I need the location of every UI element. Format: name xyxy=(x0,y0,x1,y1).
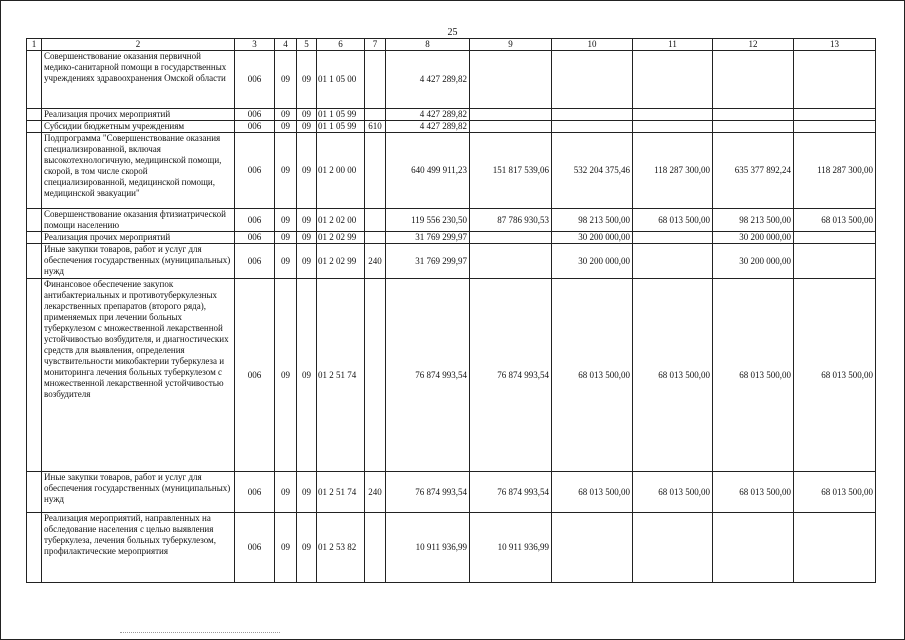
budget-table xyxy=(26,38,876,583)
table-row xyxy=(27,51,876,109)
amount-col11-cell xyxy=(633,51,713,109)
col-header: 13 xyxy=(794,39,876,51)
section-code-cell: 09 xyxy=(275,513,297,583)
table-row xyxy=(27,472,876,513)
amount-col10-cell: 30 200 000,00 xyxy=(552,232,633,244)
table-row xyxy=(27,109,876,121)
amount-col11-cell: 68 013 500,00 xyxy=(633,279,713,472)
admin-code-cell: 006 xyxy=(235,109,275,121)
subsection-code-cell: 09 xyxy=(297,109,317,121)
col-header: 5 xyxy=(297,39,317,51)
expense-type-cell: 610 xyxy=(365,121,386,133)
amount-col13-cell: 118 287 300,00 xyxy=(794,133,876,209)
col-header: 1 xyxy=(27,39,42,51)
amount-col8-cell: 4 427 289,82 xyxy=(386,109,470,121)
amount-col13-cell xyxy=(794,109,876,121)
admin-code-cell: 006 xyxy=(235,133,275,209)
amount-col9-cell: 151 817 539,06 xyxy=(470,133,552,209)
amount-col10-cell: 68 013 500,00 xyxy=(552,279,633,472)
amount-col10-cell xyxy=(552,109,633,121)
amount-col10-cell: 30 200 000,00 xyxy=(552,244,633,279)
amount-col11-cell: 118 287 300,00 xyxy=(633,133,713,209)
expense-type-cell xyxy=(365,109,386,121)
table-row xyxy=(27,209,876,232)
header-row xyxy=(27,39,876,51)
col-header: 6 xyxy=(317,39,365,51)
amount-col9-cell xyxy=(470,109,552,121)
row-index-cell xyxy=(27,472,42,513)
section-code-cell: 09 xyxy=(275,232,297,244)
amount-col9-cell xyxy=(470,232,552,244)
subsection-code-cell: 09 xyxy=(297,472,317,513)
amount-col8-cell: 4 427 289,82 xyxy=(386,51,470,109)
table-row xyxy=(27,513,876,583)
target-item-cell: 01 2 02 00 xyxy=(317,209,365,232)
amount-col12-cell: 98 213 500,00 xyxy=(713,209,794,232)
subsection-code-cell: 09 xyxy=(297,133,317,209)
amount-col8-cell: 76 874 993,54 xyxy=(386,279,470,472)
table-row xyxy=(27,279,876,472)
row-name-cell: Субсидии бюджетным учреждениям xyxy=(42,121,235,133)
target-item-cell: 01 1 05 00 xyxy=(317,51,365,109)
section-code-cell: 09 xyxy=(275,279,297,472)
expense-type-cell xyxy=(365,209,386,232)
amount-col12-cell xyxy=(713,51,794,109)
amount-col8-cell: 640 499 911,23 xyxy=(386,133,470,209)
amount-col8-cell: 10 911 936,99 xyxy=(386,513,470,583)
amount-col9-cell: 10 911 936,99 xyxy=(470,513,552,583)
row-name-cell: Совершенствование оказания первичной медико-санитарной помощи в государственных учреждениях здравоохранения Омской области xyxy=(42,51,235,109)
section-code-cell: 09 xyxy=(275,109,297,121)
target-item-cell: 01 2 53 82 xyxy=(317,513,365,583)
row-index-cell xyxy=(27,109,42,121)
admin-code-cell: 006 xyxy=(235,51,275,109)
col-header: 9 xyxy=(470,39,552,51)
row-index-cell xyxy=(27,513,42,583)
amount-col9-cell: 76 874 993,54 xyxy=(470,472,552,513)
target-item-cell: 01 1 05 99 xyxy=(317,109,365,121)
expense-type-cell xyxy=(365,51,386,109)
section-code-cell: 09 xyxy=(275,133,297,209)
admin-code-cell: 006 xyxy=(235,232,275,244)
page-number: 25 xyxy=(447,27,458,38)
subsection-code-cell: 09 xyxy=(297,121,317,133)
col-header: 7 xyxy=(365,39,386,51)
row-name-cell: Иные закупки товаров, работ и услуг для обеспечения государственных (муниципальных) нужд xyxy=(42,244,235,279)
admin-code-cell: 006 xyxy=(235,513,275,583)
amount-col12-cell xyxy=(713,109,794,121)
amount-col10-cell xyxy=(552,121,633,133)
row-name-cell: Реализация прочих мероприятий xyxy=(42,109,235,121)
amount-col9-cell xyxy=(470,51,552,109)
col-header: 4 xyxy=(275,39,297,51)
admin-code-cell: 006 xyxy=(235,472,275,513)
bottom-marks xyxy=(120,632,280,633)
row-name-cell: Реализация прочих мероприятий xyxy=(42,232,235,244)
amount-col11-cell xyxy=(633,244,713,279)
amount-col12-cell xyxy=(713,513,794,583)
amount-col12-cell: 30 200 000,00 xyxy=(713,232,794,244)
admin-code-cell: 006 xyxy=(235,244,275,279)
row-index-cell xyxy=(27,51,42,109)
col-header: 12 xyxy=(713,39,794,51)
amount-col9-cell: 87 786 930,53 xyxy=(470,209,552,232)
row-name-cell: Иные закупки товаров, работ и услуг для обеспечения государственных (муниципальных) нужд xyxy=(42,472,235,513)
amount-col10-cell xyxy=(552,51,633,109)
admin-code-cell: 006 xyxy=(235,209,275,232)
expense-type-cell xyxy=(365,279,386,472)
subsection-code-cell: 09 xyxy=(297,232,317,244)
amount-col12-cell: 68 013 500,00 xyxy=(713,472,794,513)
section-code-cell: 09 xyxy=(275,51,297,109)
expense-type-cell: 240 xyxy=(365,472,386,513)
amount-col12-cell: 68 013 500,00 xyxy=(713,279,794,472)
amount-col8-cell: 4 427 289,82 xyxy=(386,121,470,133)
target-item-cell: 01 2 02 99 xyxy=(317,244,365,279)
amount-col9-cell xyxy=(470,121,552,133)
amount-col13-cell xyxy=(794,51,876,109)
amount-col13-cell xyxy=(794,121,876,133)
amount-col10-cell: 98 213 500,00 xyxy=(552,209,633,232)
amount-col11-cell xyxy=(633,513,713,583)
admin-code-cell: 006 xyxy=(235,279,275,472)
row-index-cell xyxy=(27,209,42,232)
target-item-cell: 01 1 05 99 xyxy=(317,121,365,133)
amount-col10-cell xyxy=(552,513,633,583)
row-index-cell xyxy=(27,232,42,244)
row-name-cell: Финансовое обеспечение закупок антибактериальных и противотуберкулезных лекарственных препаратов (второго ряда), применяемых при лечении больных туберкулезом с множественной лекарственной устойчивостью возбудителя, и диагностических средств для выявления, определения чувствительности микобактерии туберкулеза и мониторинга лечения больных туберкулезом с множественной лекарственной устойчивостью возбудителя xyxy=(42,279,235,472)
col-header: 3 xyxy=(235,39,275,51)
expense-type-cell xyxy=(365,513,386,583)
table-row xyxy=(27,232,876,244)
amount-col12-cell xyxy=(713,121,794,133)
amount-col8-cell: 119 556 230,50 xyxy=(386,209,470,232)
amount-col11-cell xyxy=(633,232,713,244)
row-index-cell xyxy=(27,244,42,279)
table-row xyxy=(27,121,876,133)
amount-col12-cell: 30 200 000,00 xyxy=(713,244,794,279)
amount-col11-cell xyxy=(633,109,713,121)
amount-col8-cell: 31 769 299,97 xyxy=(386,244,470,279)
amount-col9-cell: 76 874 993,54 xyxy=(470,279,552,472)
amount-col13-cell xyxy=(794,513,876,583)
row-name-cell: Совершенствование оказания фтизиатрической помощи населению xyxy=(42,209,235,232)
amount-col13-cell: 68 013 500,00 xyxy=(794,209,876,232)
target-item-cell: 01 2 51 74 xyxy=(317,472,365,513)
amount-col13-cell: 68 013 500,00 xyxy=(794,472,876,513)
row-index-cell xyxy=(27,121,42,133)
subsection-code-cell: 09 xyxy=(297,51,317,109)
section-code-cell: 09 xyxy=(275,121,297,133)
amount-col12-cell: 635 377 892,24 xyxy=(713,133,794,209)
amount-col10-cell: 68 013 500,00 xyxy=(552,472,633,513)
amount-col11-cell: 68 013 500,00 xyxy=(633,209,713,232)
amount-col11-cell: 68 013 500,00 xyxy=(633,472,713,513)
expense-type-cell xyxy=(365,133,386,209)
subsection-code-cell: 09 xyxy=(297,279,317,472)
row-name-cell: Реализация мероприятий, направленных на обследование населения с целью выявления туберкулеза, лечения больных туберкулезом, профилактические мероприятия xyxy=(42,513,235,583)
amount-col13-cell xyxy=(794,232,876,244)
col-header: 8 xyxy=(386,39,470,51)
row-index-cell xyxy=(27,279,42,472)
col-header: 10 xyxy=(552,39,633,51)
row-name-cell: Подпрограмма "Совершенствование оказания специализированной, включая высокотехнологичную, медицинской помощи, скорой, в том числе скорой специализированной, медицинской помощи, медицинской эвакуации" xyxy=(42,133,235,209)
section-code-cell: 09 xyxy=(275,209,297,232)
col-header: 11 xyxy=(633,39,713,51)
amount-col8-cell: 76 874 993,54 xyxy=(386,472,470,513)
subsection-code-cell: 09 xyxy=(297,513,317,583)
expense-type-cell: 240 xyxy=(365,244,386,279)
section-code-cell: 09 xyxy=(275,472,297,513)
admin-code-cell: 006 xyxy=(235,121,275,133)
expense-type-cell xyxy=(365,232,386,244)
row-index-cell xyxy=(27,133,42,209)
amount-col9-cell xyxy=(470,244,552,279)
target-item-cell: 01 2 02 99 xyxy=(317,232,365,244)
target-item-cell: 01 2 51 74 xyxy=(317,279,365,472)
amount-col13-cell xyxy=(794,244,876,279)
amount-col10-cell: 532 204 375,46 xyxy=(552,133,633,209)
amount-col13-cell: 68 013 500,00 xyxy=(794,279,876,472)
target-item-cell: 01 2 00 00 xyxy=(317,133,365,209)
col-header: 2 xyxy=(42,39,235,51)
subsection-code-cell: 09 xyxy=(297,209,317,232)
section-code-cell: 09 xyxy=(275,244,297,279)
amount-col11-cell xyxy=(633,121,713,133)
subsection-code-cell: 09 xyxy=(297,244,317,279)
amount-col8-cell: 31 769 299,97 xyxy=(386,232,470,244)
table-row xyxy=(27,133,876,209)
table-row xyxy=(27,244,876,279)
